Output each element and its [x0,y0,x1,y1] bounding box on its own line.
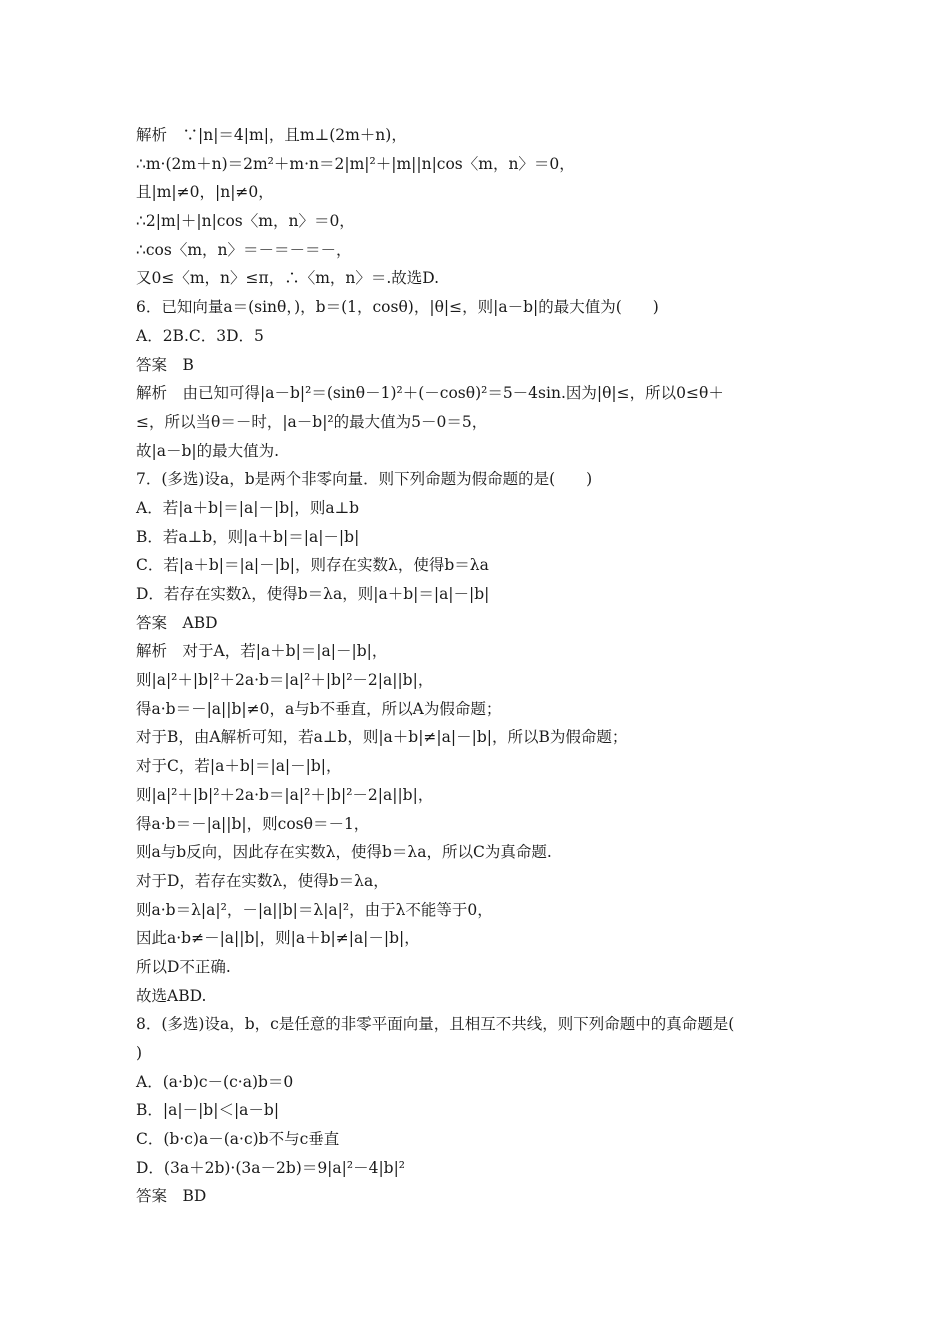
text-line: ∴2|m|＋|n|cos〈m，n〉＝0， [136,212,355,231]
text-line: 则|a|²＋|b|²＋2a·b＝|a|²＋|b|²－2|a||b|， [136,671,434,690]
question-8-option-c: C．(b·c)a－(a·c)b不与c垂直 [136,1130,340,1149]
question-8-option-a: A．(a·b)c－(c·a)b＝0 [136,1072,294,1091]
document-body [136,121,826,1211]
answer-7: 答案 ABD [136,613,218,632]
question-7-option-d: D．若存在实数λ，使得b＝λa，则|a＋b|＝|a|－|b| [136,585,490,603]
question-8: 8．(多选)设a，b，c是任意的非零平面向量，且相互不共线，则下列命题中的真命题是( [136,1015,735,1034]
answer-8: 答案 BD [136,1187,207,1206]
text-line: 因此a·b≠－|a||b|，则|a＋b|≠|a|－|b|， [136,929,420,948]
text-line: 所以D不正确. [136,957,231,976]
question-8-option-b: B．|a|－|b|＜|a－b| [136,1101,280,1120]
question-7-option-c: C．若|a＋b|＝|a|－|b|，则存在实数λ，使得b＝λa [136,556,489,575]
text-line: 得a·b＝－|a||b|，则cosθ＝－1， [136,814,370,833]
text-line: 则a·b＝λ|a|²，－|a||b|＝λ|a|²，由于λ不能等于0， [136,900,493,919]
answer-6: 答案 B [136,355,194,374]
text-line: 对于B，由A解析可知，若a⊥b，则|a＋b|≠|a|－|b|，所以B为假命题； [136,728,628,747]
question-7-option-b: B．若a⊥b，则|a＋b|＝|a|－|b| [136,527,360,546]
question-7: 7．(多选)设a，b是两个非零向量．则下列命题为假命题的是( ) [136,470,593,489]
question-8-option-d: D．(3a＋2b)·(3a－2b)＝9|a|²－4|b|² [136,1158,406,1177]
question-8-continued: ) [136,1044,143,1062]
question-7-option-a: A．若|a＋b|＝|a|－|b|，则a⊥b [136,498,360,517]
text-line: 解析 ∵|n|＝4|m|，且m⊥(2m＋n)， [136,126,407,144]
text-line: 解析 由已知可得|a－b|²＝(sinθ－1)²＋(－cosθ)²＝5－4sin.因为|θ|≤，所以0≤θ＋ [136,384,724,403]
text-line: ≤，所以当θ＝－时，|a－b|²的最大值为5－0＝5， [136,412,488,431]
text-line: 故选ABD. [136,986,207,1005]
question-6: 6．已知向量a＝(sinθ，)，b＝(1，cosθ)，|θ|≤，则|a－b|的最大值为( ) [136,298,659,317]
text-line: 对于C，若|a＋b|＝|a|－|b|， [136,757,342,776]
text-line: 又0≤〈m，n〉≤π，∴〈m，n〉＝.故选D. [136,269,440,288]
text-line: 解析 对于A，若|a＋b|＝|a|－|b|， [136,642,388,661]
text-line: 且|m|≠0，|n|≠0， [136,183,274,202]
text-line: ∴m·(2m＋n)＝2m²＋m·n＝2|m|²＋|m||n|cos〈m，n〉＝0， [136,154,575,173]
text-line: 得a·b＝－|a||b|≠0，a与b不垂直，所以A为假命题； [136,699,502,718]
text-line: 故|a－b|的最大值为. [136,441,280,460]
question-6-options: A．2B.C．3D．5 [136,326,264,345]
text-line: 则a与b反向，因此存在实数λ，使得b＝λa，所以C为真命题. [136,843,552,862]
text-line: 则|a|²＋|b|²＋2a·b＝|a|²＋|b|²－2|a||b|， [136,785,434,804]
text-line: ∴cos〈m，n〉＝－＝－＝－， [136,240,352,259]
text-line: 对于D，若存在实数λ，使得b＝λa， [136,871,389,890]
